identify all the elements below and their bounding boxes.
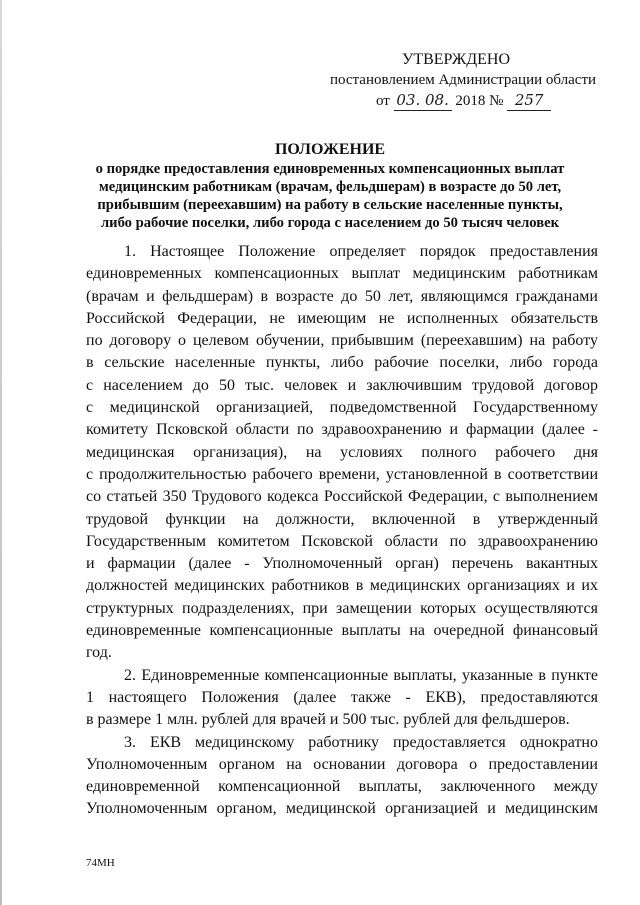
subtitle-line: о порядке предоставления единовременных компенсационных выплат — [95, 161, 565, 177]
paragraph-1-line: Государственным комитетом Псковской области по здравоохранению — [86, 532, 598, 550]
date-prefix: от — [376, 93, 390, 109]
paragraph-1-line: год. — [86, 644, 112, 662]
paragraph-1-line: с медицинской организацией, подведомственной Государственному — [86, 399, 598, 417]
paragraph-1-line: должностей медицинских работников в медицинских организациях и их — [86, 577, 598, 595]
decree-text: постановлением Администрации области — [330, 72, 597, 88]
subtitle-line: прибывшим (переехавшим) на работу в сельские населенные пункты, — [97, 197, 563, 213]
paragraph-1-line: единовременных компенсационных выплат медицинским работникам — [86, 265, 598, 283]
paragraph-1-line: комитету Псковской области по здравоохранению и фармации (далее - — [86, 421, 598, 439]
paragraph-1-line: Российской Федерации, не имеющим не исполненных обязательств — [86, 309, 598, 327]
handwritten-number: 257 — [507, 90, 551, 111]
paragraph-1-line: с населением до 50 тыс. человек и заключившим трудовой договор — [86, 376, 598, 394]
subtitle-line: медицинским работникам (врачам, фельдшерам) в возрасте до 50 лет, — [98, 179, 562, 195]
approval-date-line — [330, 90, 610, 111]
document-title-block — [60, 140, 600, 232]
paragraph-1-line: и фармации (далее - Уполномоченный орган) перечень вакантных — [86, 555, 598, 573]
paragraph-2-line: 1 настоящего Положения (далее также - ЕКВ), предоставляются — [86, 688, 598, 706]
document-body — [86, 241, 598, 821]
paragraph-2-line: в размере 1 млн. рублей для врачей и 500 тыс. рублей для фельдшеров. — [86, 711, 570, 729]
paragraph-1-line: медицинская организация), на условиях полного рабочего дня — [86, 443, 598, 461]
year-number-label: 2018 № — [455, 93, 504, 109]
document-title: ПОЛОЖЕНИЕ — [274, 141, 386, 158]
paragraph-1-line: трудовой функции на должности, включенной в утвержденный — [86, 510, 598, 528]
paragraph-3-line: 3. ЕКВ медицинскому работнику предоставляется однократно — [124, 733, 598, 751]
paragraph-1-line: структурных подразделениях, при замещении которых осуществляются — [86, 599, 598, 617]
handwritten-date: 03. 08. — [394, 90, 452, 111]
paragraph-3-line: Уполномоченным органом на основании договора о предоставлении — [86, 755, 598, 773]
paragraph-1-line: со статьей 350 Трудового кодекса Российской Федерации, с выполнением — [86, 488, 598, 506]
approval-stamp-block — [330, 50, 610, 111]
paragraph-1-line: (врачам и фельдшерам) в возрасте до 50 лет, являющимся гражданами — [86, 287, 598, 305]
paragraph-3-line: единовременной компенсационной выплаты, заключенного между — [86, 778, 598, 796]
approved-label: УТВЕРЖДЕНО — [402, 51, 511, 68]
paragraph-1-line: 1. Настоящее Положение определяет порядок предоставления — [124, 243, 598, 260]
footer-code: 74МН — [86, 857, 115, 869]
paragraph-1-line: в сельские населенные пункты, либо рабочие поселки, либо города — [86, 354, 598, 372]
paragraph-1-line: с продолжительностью рабочего времени, установленной в соответствии — [86, 465, 598, 483]
paragraph-1-line: единовременные компенсационные выплаты на очередной финансовый — [86, 622, 598, 640]
paragraph-3-line: Уполномоченным органом, медицинской организацией и медицинским — [86, 800, 598, 818]
paragraph-2-line: 2. Единовременные компенсационные выплаты, указанные в пункте — [124, 666, 598, 684]
page-left-edge — [0, 0, 2, 905]
subtitle-line: либо рабочие поселки, либо города с населением до 50 тысяч человек — [100, 215, 559, 231]
paragraph-1-line: по договору о целевом обучении, прибывшим (переехавшим) на работу — [86, 332, 598, 350]
